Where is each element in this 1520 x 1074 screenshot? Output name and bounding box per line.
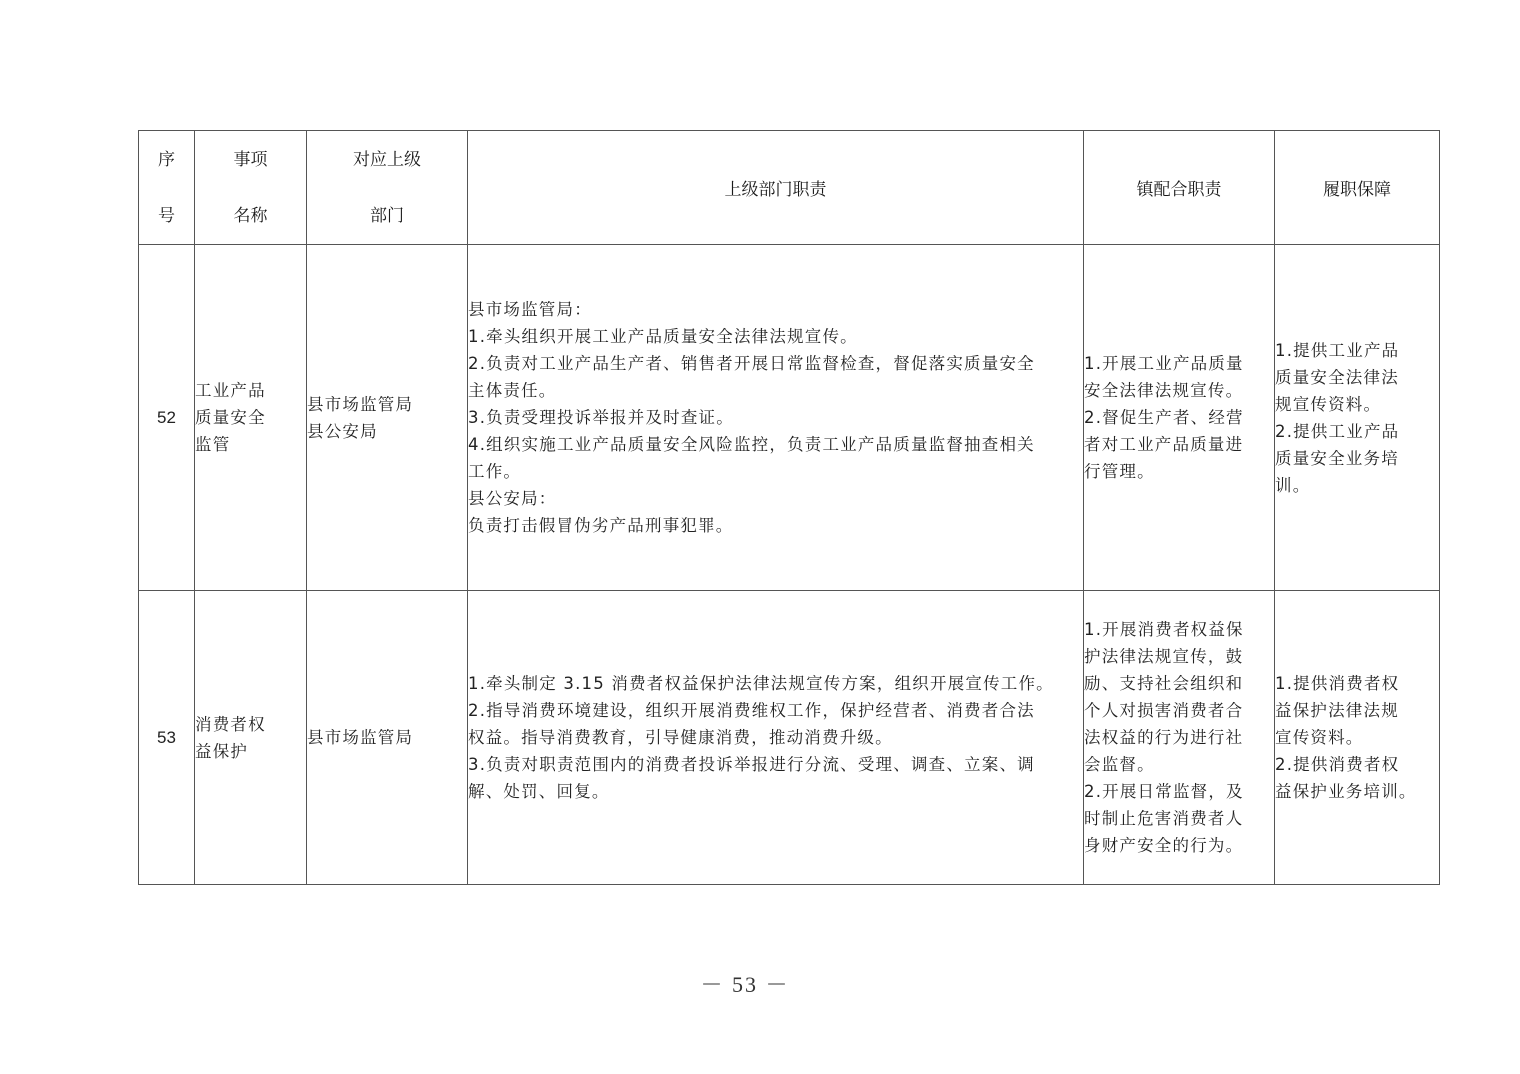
row-seq: 53 [139,591,195,885]
text-line: 监管 [195,435,231,454]
row-upper-duty [468,245,1084,591]
text-line: 1.牵头组织开展工业产品质量安全法律法规宣传。 [468,327,858,346]
text-line: 1.提供工业产品 [1275,340,1400,360]
header-seq-line2: 号 [158,205,175,225]
row-town-duty [1084,245,1275,591]
text-line: 2.提供工业产品 [1275,421,1400,441]
text-line: 时制止危害消费者人 [1084,809,1244,828]
text-line: 质量安全法律法 [1275,367,1399,387]
text-line: 安全法律法规宣传。 [1084,381,1244,400]
header-dept-line1: 对应上级 [353,149,421,169]
text-line: 益保护 [195,741,249,761]
text-line: 会监督。 [1084,755,1155,774]
text-line: 4.组织实施工业产品质量安全风险监控，负责工业产品质量监督抽查相关 [468,435,1035,454]
row-guarantee [1275,591,1440,885]
text-line: 县市场监管局 [307,728,414,747]
text-line: 护法律法规宣传，鼓 [1084,647,1244,666]
row-guarantee [1275,245,1440,591]
text-line: 行管理。 [1084,462,1155,481]
text-line: 县市场监管局 [307,394,414,414]
text-line: 1.牵头制定 3.15 消费者权益保护法律法规宣传方案，组织开展宣传工作。 [468,674,1054,693]
header-item-name [195,131,307,245]
text-line: 2.负责对工业产品生产者、销售者开展日常监督检查，督促落实质量安全 [468,354,1035,373]
text-line: 解、处罚、回复。 [468,782,610,801]
text-line: 工业产品 [195,381,266,400]
text-line: 主体责任。 [468,381,557,400]
text-line: 质量安全业务培 [1275,448,1399,468]
table-row [139,245,1440,591]
text-line: 质量安全 [195,408,266,427]
text-line: 训。 [1275,475,1311,495]
row-item-name [195,591,307,885]
header-seq-line1: 序 [158,149,175,169]
text-line: 工作。 [468,462,522,481]
row-town-duty [1084,591,1275,885]
page-number: － 53 － [700,972,790,997]
header-upper-dept [307,131,468,245]
text-line: 2.开展日常监督，及 [1084,782,1244,801]
text-line: 励、支持社会组织和 [1084,674,1244,693]
text-line: 2.提供消费者权 [1275,755,1400,774]
duty-table [138,130,1440,885]
text-line: 消费者权 [195,714,266,734]
text-line: 1.开展消费者权益保 [1084,620,1244,639]
text-line: 县公安局 [307,421,378,441]
header-name-line2: 名称 [233,205,268,225]
header-guarantee: 履职保障 [1275,131,1440,245]
text-line: 3.负责受理投诉举报并及时查证。 [468,408,734,427]
header-upper-duty: 上级部门职责 [468,131,1084,245]
header-name-line1: 事项 [233,149,268,169]
header-seq [139,131,195,245]
row-seq: 52 [139,245,195,591]
text-line: 1.开展工业产品质量 [1084,354,1244,373]
text-line: 法权益的行为进行社 [1084,728,1244,747]
row-item-name [195,245,307,591]
text-line: 规宣传资料。 [1275,394,1382,414]
row-upper-dept [307,245,468,591]
text-line: 宣传资料。 [1275,728,1364,747]
text-line: 县公安局： [468,489,557,508]
text-line: 2.指导消费环境建设，组织开展消费维权工作，保护经营者、消费者合法 [468,701,1035,720]
text-line: 者对工业产品质量进 [1084,435,1244,454]
text-line: 权益。指导消费教育，引导健康消费，推动消费升级。 [468,728,893,747]
table-row [139,591,1440,885]
text-line: 益保护业务培训。 [1275,782,1417,801]
row-upper-dept [307,591,468,885]
text-line: 1.提供消费者权 [1275,674,1400,693]
text-line: 身财产安全的行为。 [1084,836,1244,855]
text-line: 益保护法律法规 [1275,701,1399,720]
row-upper-duty [468,591,1084,885]
text-line: 2.督促生产者、经营 [1084,408,1244,427]
text-line: 县市场监管局： [468,300,592,319]
text-line: 负责打击假冒伪劣产品刑事犯罪。 [468,516,734,535]
header-town-duty: 镇配合职责 [1084,131,1275,245]
header-dept-line2: 部门 [370,205,404,225]
text-line: 个人对损害消费者合 [1084,701,1244,720]
text-line: 3.负责对职责范围内的消费者投诉举报进行分流、受理、调查、立案、调 [468,755,1035,774]
header-row [139,131,1440,245]
